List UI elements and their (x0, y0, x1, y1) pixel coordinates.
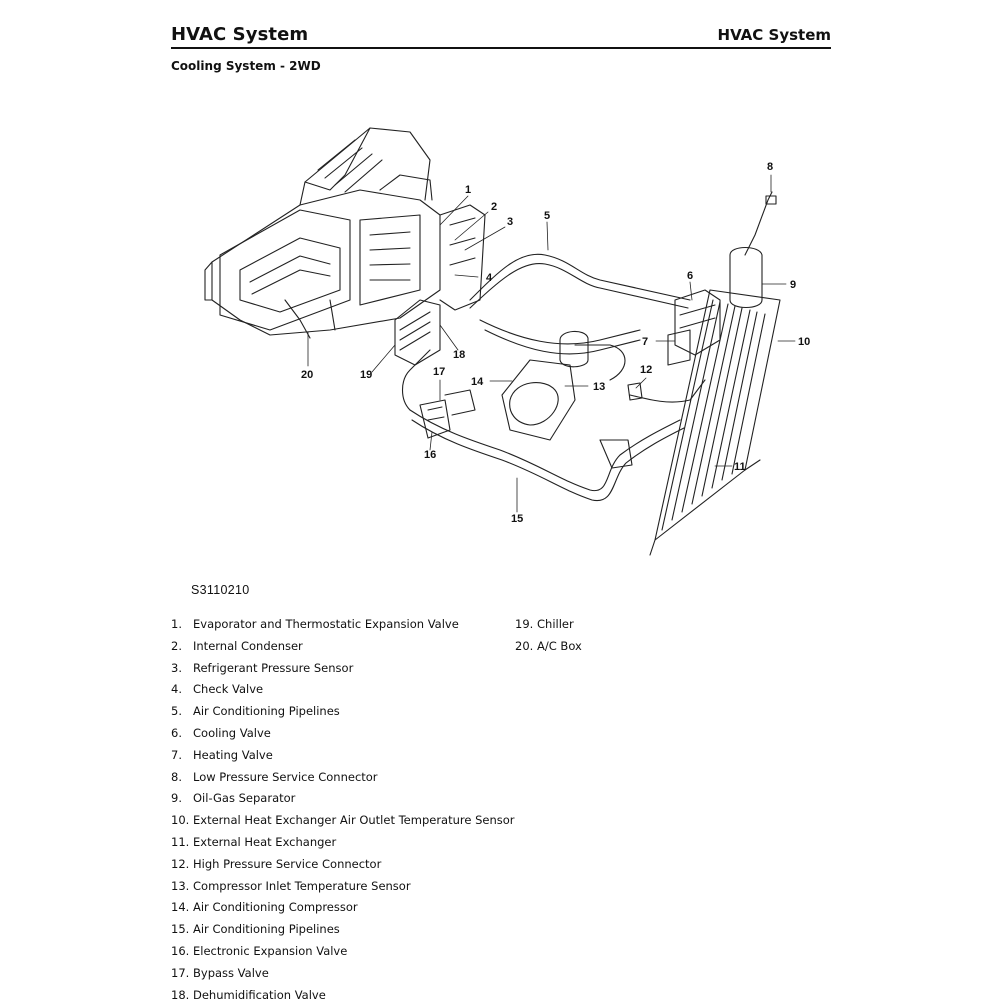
legend-item: 18. Dehumidification Valve (171, 987, 326, 1002)
legend-item: 17. Bypass Valve (171, 965, 269, 980)
section-title: Cooling System - 2WD (171, 59, 321, 73)
legend-item: 19. Chiller (515, 617, 574, 631)
callout-14: 14 (471, 376, 484, 388)
ac-box-drawing (205, 128, 440, 338)
legend-item: 13. Compressor Inlet Temperature Sensor (171, 878, 411, 893)
legend-item: 4. Check Valve (171, 682, 264, 697)
legend-item: 10. External Heat Exchanger Air Outlet Temperature Sensor (171, 813, 515, 828)
callout-4: 4 (486, 272, 493, 284)
legend-list-left (171, 614, 515, 1006)
callout-11: 11 (734, 461, 746, 473)
callout-leaders (308, 175, 795, 512)
callout-15: 15 (511, 513, 524, 525)
legend-item: 5. Air Conditioning Pipelines (171, 704, 340, 719)
callout-16: 16 (424, 449, 437, 461)
callout-13: 13 (593, 381, 606, 393)
callout-18: 18 (453, 349, 466, 361)
callout-12: 12 (640, 364, 653, 376)
legend-item: 7. Heating Valve (171, 747, 273, 762)
compressor-drawing (502, 331, 625, 440)
legend-item: 2. Internal Condenser (171, 638, 303, 653)
figure-code: S3110210 (191, 583, 250, 597)
callout-7: 7 (642, 336, 649, 348)
callout-1: 1 (465, 184, 472, 196)
legend-item: 1. Evaporator and Thermostatic Expansion Valve (171, 617, 459, 631)
callout-10: 10 (798, 336, 811, 348)
page-header-title-right: HVAC System (717, 26, 831, 44)
external-heat-exchanger-drawing (650, 290, 780, 555)
pipelines-upper-drawing (470, 254, 690, 354)
legend-item: 6. Cooling Valve (171, 725, 271, 740)
legend-item: 11. External Heat Exchanger (171, 834, 337, 849)
callout-17: 17 (433, 366, 446, 378)
oil-gas-separator-drawing (730, 192, 776, 308)
expansion-valve-drawing (420, 390, 475, 438)
callout-20: 20 (301, 369, 314, 381)
callout-2: 2 (491, 201, 498, 213)
legend-list-right (515, 614, 582, 658)
legend-item: 16. Electronic Expansion Valve (171, 943, 348, 958)
pipelines-lower-drawing (403, 350, 706, 501)
callout-5: 5 (544, 210, 551, 222)
legend-item: 15. Air Conditioning Pipelines (171, 922, 340, 937)
legend-item: 9. Oil-Gas Separator (171, 791, 296, 806)
legend-item: 3. Refrigerant Pressure Sensor (171, 660, 354, 675)
legend-item: 20. A/C Box (515, 638, 582, 653)
callout-9: 9 (790, 279, 797, 291)
legend-item: 14. Air Conditioning Compressor (171, 900, 358, 915)
callout-6: 6 (687, 270, 694, 282)
callout-19: 19 (360, 369, 373, 381)
page-header-title: HVAC System (171, 24, 309, 45)
legend-item: 12. High Pressure Service Connector (171, 856, 382, 871)
callout-3: 3 (507, 216, 514, 228)
legend-item: 8. Low Pressure Service Connector (171, 769, 378, 784)
callout-8: 8 (767, 161, 774, 173)
